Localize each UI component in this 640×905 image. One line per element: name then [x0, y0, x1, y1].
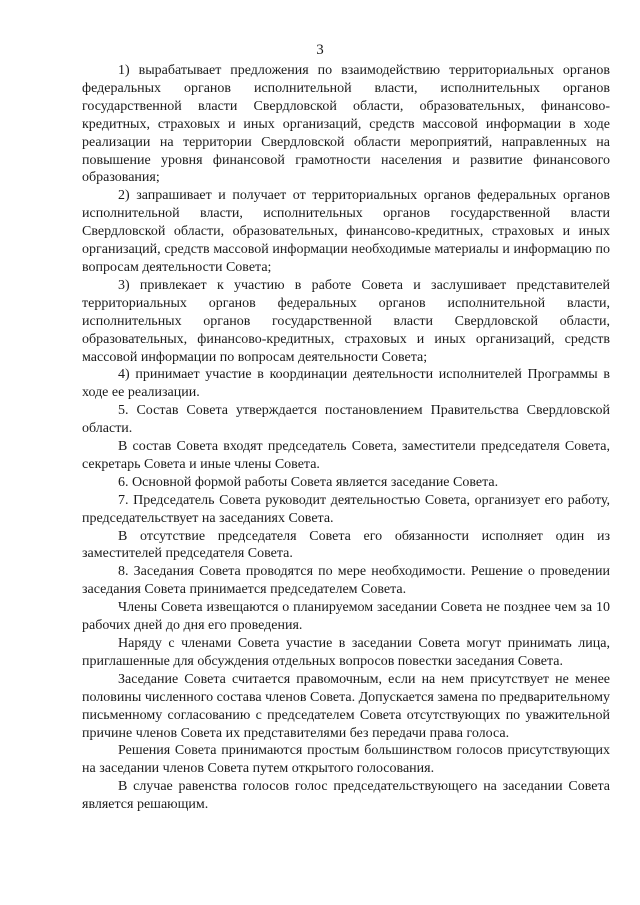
- paragraph-item-1-proposals: 1) вырабатывает предложения по взаимодействию территориальных органов федеральных органов исполнительной власти, исполнительных органов государственной власти Свердловской области, образовательных, финансово-кредитных, страховых и иных организаций, средств массовой информации в ходе реализации на территории Свердловской области мероприятий, направленных на повышение уровня финансовой грамотности населения и развитие финансового образования;: [82, 63, 610, 186]
- paragraph-invited-persons: Наряду с членами Совета участие в заседании Совета могут принимать лица, приглашенные для обсуждения отдельных вопросов повестки заседания Совета.: [82, 636, 610, 669]
- paragraph-meeting-notice: Члены Совета извещаются о планируемом заседании Совета не позднее чем за 10 рабочих дней до дня его проведения.: [82, 600, 610, 634]
- paragraph-section-5-composition: 5. Состав Совета утверждается постановлением Правительства Свердловской области.: [82, 403, 610, 437]
- paragraph-council-members: В состав Совета входят председатель Совета, заместители председателя Совета, секретарь Совета и иные члены Совета.: [82, 439, 610, 472]
- paragraph-quorum: Заседание Совета считается правомочным, если на нем присутствует не менее половины численного состава членов Совета. Допускается замена по предварительному письменному согласованию с председателем Совета отсутствующих по уважительной причине членов Совета их представителями без передачи права голоса.: [82, 671, 610, 741]
- document-body: [82, 62, 610, 814]
- page-number: 3: [316, 42, 324, 58]
- paragraph-item-4-coordination: 4) принимает участие в координации деятельности исполнителей Программы в ходе ее реализации.: [82, 367, 610, 401]
- paragraph-section-7-chairman: 7. Председатель Совета руководит деятельностью Совета, организует его работу, председательствует на заседаниях Совета.: [82, 492, 610, 526]
- paragraph-section-6-meeting-form: 6. Основной формой работы Совета является заседание Совета.: [118, 474, 499, 490]
- paragraph-item-2-requests: 2) запрашивает и получает от территориальных органов федеральных органов исполнительной власти, исполнительных органов государственной власти Свердловской области, образовательных, финансово-кредитных, страховых и иных организаций, средств массовой информации необходимые материалы и информацию по вопросам деятельности Совета;: [82, 188, 610, 275]
- paragraph-section-8-meetings: 8. Заседания Совета проводятся по мере необходимости. Решение о проведении заседания Совета принимается председателем Совета.: [82, 564, 610, 598]
- paragraph-item-3-involvement: 3) привлекает к участию в работе Совета и заслушивает представителей территориальных органов федеральных органов исполнительной власти, исполнительных органов государственной власти Свердловской области, образовательных, финансово-кредитных, страховых и иных организаций, средств массовой информации по вопросам деятельности Совета;: [82, 277, 610, 365]
- paragraph-decisions: Решения Совета принимаются простым большинством голосов присутствующих на заседании членов Совета путем открытого голосования.: [82, 743, 610, 777]
- paragraph-tie-vote: В случае равенства голосов голос председательствующего на заседании Совета является решающим.: [82, 779, 610, 813]
- paragraph-chairman-absence: В отсутствие председателя Совета его обязанности исполняет один из заместителей председателя Совета.: [82, 528, 610, 562]
